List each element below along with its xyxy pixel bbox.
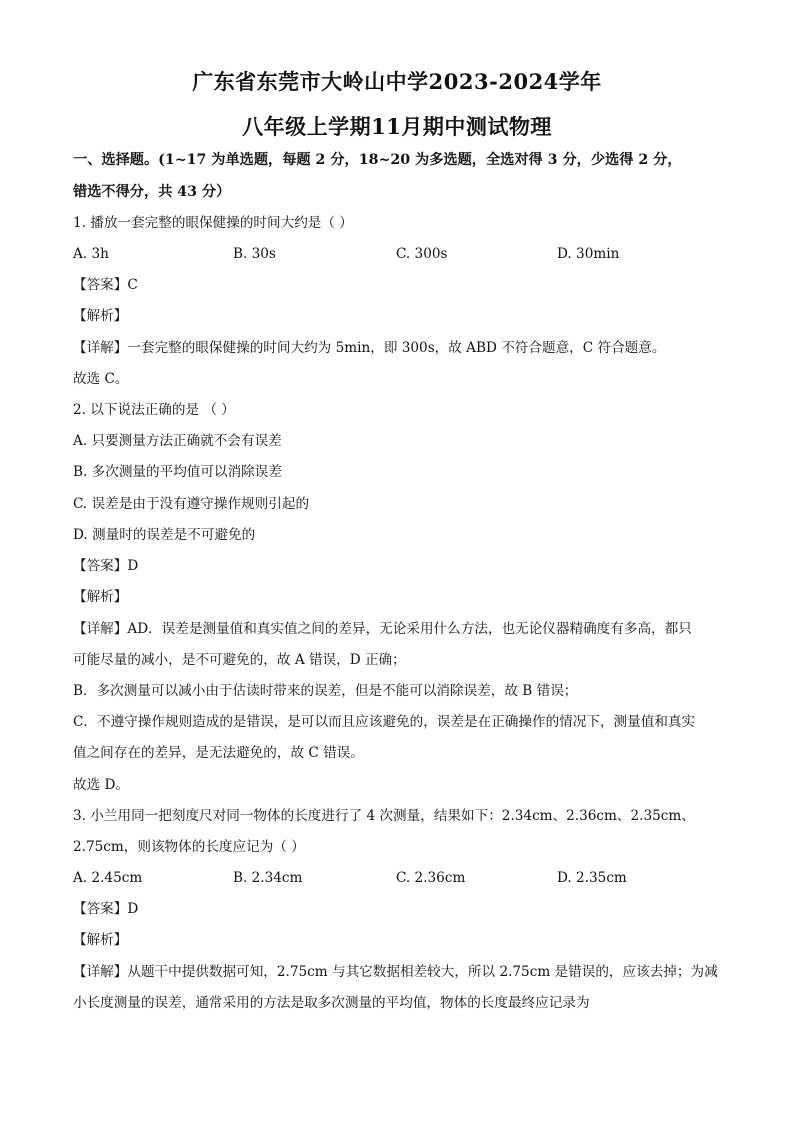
section-heading-line-2: 错选不得分，共 43 分） <box>73 184 231 200</box>
q3-option-d: D. 2.35cm <box>557 870 627 886</box>
q2-detail-line-5: 值之间存在的差异，是无法避免的，故 C 错误。 <box>73 745 364 761</box>
document-title-line-2: 八年级上学期11月期中测试物理 <box>242 114 552 139</box>
q2-stem: 2. 以下说法正确的是 （ ） <box>73 402 235 418</box>
q2-detail-line-1: 【详解】AD．误差是测量值和真实值之间的差异，无论采用什么方法，也无论仪器精确度有多高，都只 <box>73 621 692 637</box>
q2-analysis-label: 【解析】 <box>73 589 128 605</box>
q1-option-a: A. 3h <box>73 246 109 262</box>
q2-conclusion: 故选 D。 <box>73 777 130 793</box>
q3-detail-line-1: 【详解】从题干中提供数据可知，2.75cm 与其它数据相差较大，所以 2.75cm 是错误的，应该去掉；为减 <box>73 964 718 980</box>
q2-answer: 【答案】D <box>73 558 139 574</box>
q3-detail-line-2: 小长度测量的误差，通常采用的方法是取多次测量的平均值，物体的长度最终应记录为 <box>73 995 590 1011</box>
document-title-line-1: 广东省东莞市大岭山中学2023-2024学年 <box>192 69 602 94</box>
q3-answer: 【答案】D <box>73 901 139 917</box>
q2-detail-line-3: B．多次测量可以减小由于估读时带来的误差，但是不能可以消除误差，故 B 错误； <box>73 683 578 699</box>
q3-stem-line-1: 3. 小兰用同一把刻度尺对同一物体的长度进行了 4 次测量，结果如下：2.34cm、2.36cm、2.35cm、 <box>73 808 695 824</box>
q2-option-d: D. 测量时的误差是不可避免的 <box>73 527 256 543</box>
q2-detail-line-2: 可能尽量的减小，是不可避免的，故 A 错误，D 正确； <box>73 652 406 668</box>
q3-option-c: C. 2.36cm <box>396 870 466 886</box>
q1-option-d: D. 30min <box>557 246 620 262</box>
q1-option-c: C. 300s <box>396 246 448 262</box>
q3-stem-line-2: 2.75cm，则该物体的长度应记为（ ） <box>73 839 305 855</box>
q3-analysis-label: 【解析】 <box>73 932 128 948</box>
q1-stem: 1. 播放一套完整的眼保健操的时间大约是（ ） <box>73 215 353 231</box>
q2-detail-line-4: C．不遵守操作规则造成的是错误，是可以而且应该避免的，误差是在正确操作的情况下，测量值和真实 <box>73 714 696 730</box>
q1-answer: 【答案】C <box>73 277 138 293</box>
q2-option-a: A. 只要测量方法正确就不会有误差 <box>73 433 282 449</box>
q1-option-b: B. 30s <box>233 246 276 262</box>
q2-option-b: B. 多次测量的平均值可以消除误差 <box>73 464 282 480</box>
q1-analysis-label: 【解析】 <box>73 308 128 324</box>
q2-option-c: C. 误差是由于没有遵守操作规则引起的 <box>73 496 310 512</box>
q3-option-b: B. 2.34cm <box>233 870 303 886</box>
section-heading-line-1: 一、选择题。(1~17 为单选题，每题 2 分，18~20 为多选题，全选对得 3 分，少选得 2 分， <box>73 152 682 168</box>
q1-conclusion: 故选 C。 <box>73 371 129 387</box>
q1-detail: 【详解】一套完整的眼保健操的时间大约为 5min，即 300s，故 ABD 不符合题意，C 符合题意。 <box>73 340 666 356</box>
q3-option-a: A. 2.45cm <box>73 870 143 886</box>
